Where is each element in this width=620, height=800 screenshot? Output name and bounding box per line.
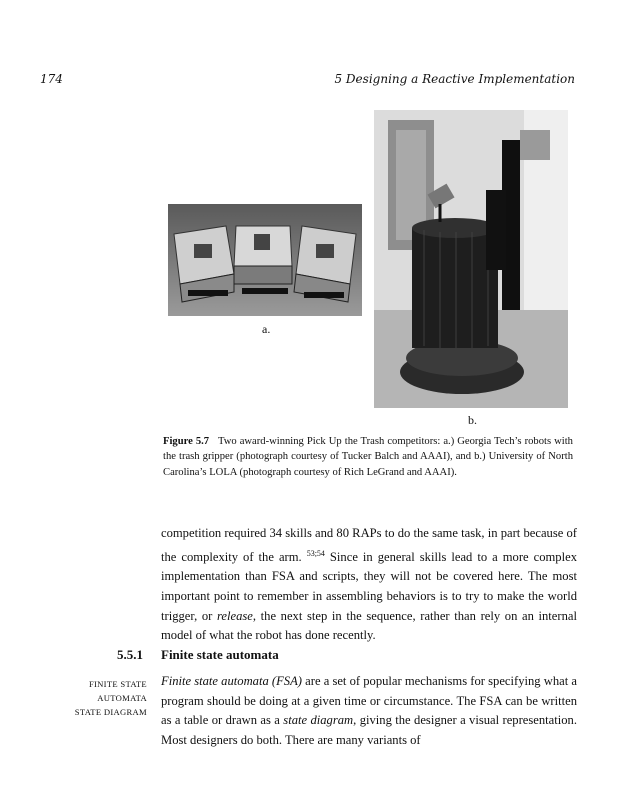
figure-caption	[163, 434, 573, 480]
section-number: 5.5.1	[117, 647, 143, 662]
running-head: 5 Designing a Reactive Implementation	[334, 72, 575, 86]
release-term: release	[216, 608, 253, 623]
citation: 53;54	[306, 548, 325, 558]
margin-note-finite-state-automata	[89, 677, 147, 705]
body-paragraph	[161, 524, 577, 646]
margin-note-line-1: FINITE STATE	[88, 679, 147, 689]
figure-label-b: b.	[468, 413, 477, 427]
fsa-paragraph	[161, 672, 577, 750]
body-text-part-c: , the next step in the sequence, rather than rely on an internal model of what the robot has done recently.	[161, 608, 577, 643]
body-text-part-a: competition required 34 skills and 80 RAPs to do the same task, in part because of the complexity of the arm.	[161, 526, 577, 564]
figure-caption-text: Two award-winning Pick Up the Trash competitors: a.) Georgia Tech’s robots with the trash gripper (photograph courtesy of Tucker Balch and AAAI), and b.) University of North Carolina’s LOLA (photograph courtesy of Rich LeGrand and AAAI).	[163, 436, 573, 478]
fsa-text-d: , giving the designer a visual representation. Most designers do both. There are many variants of	[161, 713, 577, 747]
fsa-term: Finite state automata (FSA)	[161, 674, 302, 688]
figure-label-a: a.	[262, 322, 271, 336]
body-text-part-b: Since in general skills lead to a more complex implementation than FSA and scripts, they will not be covered here. The most important point to remember in assembling behaviors is to try to make the world trigger, or	[161, 549, 577, 623]
figure-photo-b	[374, 110, 568, 408]
state-diagram-term: state diagram	[283, 713, 354, 728]
figure-photo-a	[168, 204, 362, 316]
fsa-text-b: are a set of popular mechanisms for specifying what a program should be doing at a given time or circumstance. The FSA can be written as a table or drawn as a	[161, 674, 577, 728]
margin-note-state-diagram: STATE DIAGRAM	[74, 707, 147, 717]
section-title: Finite state automata	[161, 647, 279, 662]
page-number: 174	[40, 72, 63, 86]
figure-caption-label: Figure 5.7	[163, 436, 210, 447]
margin-note-line-2: AUTOMATA	[97, 693, 147, 703]
